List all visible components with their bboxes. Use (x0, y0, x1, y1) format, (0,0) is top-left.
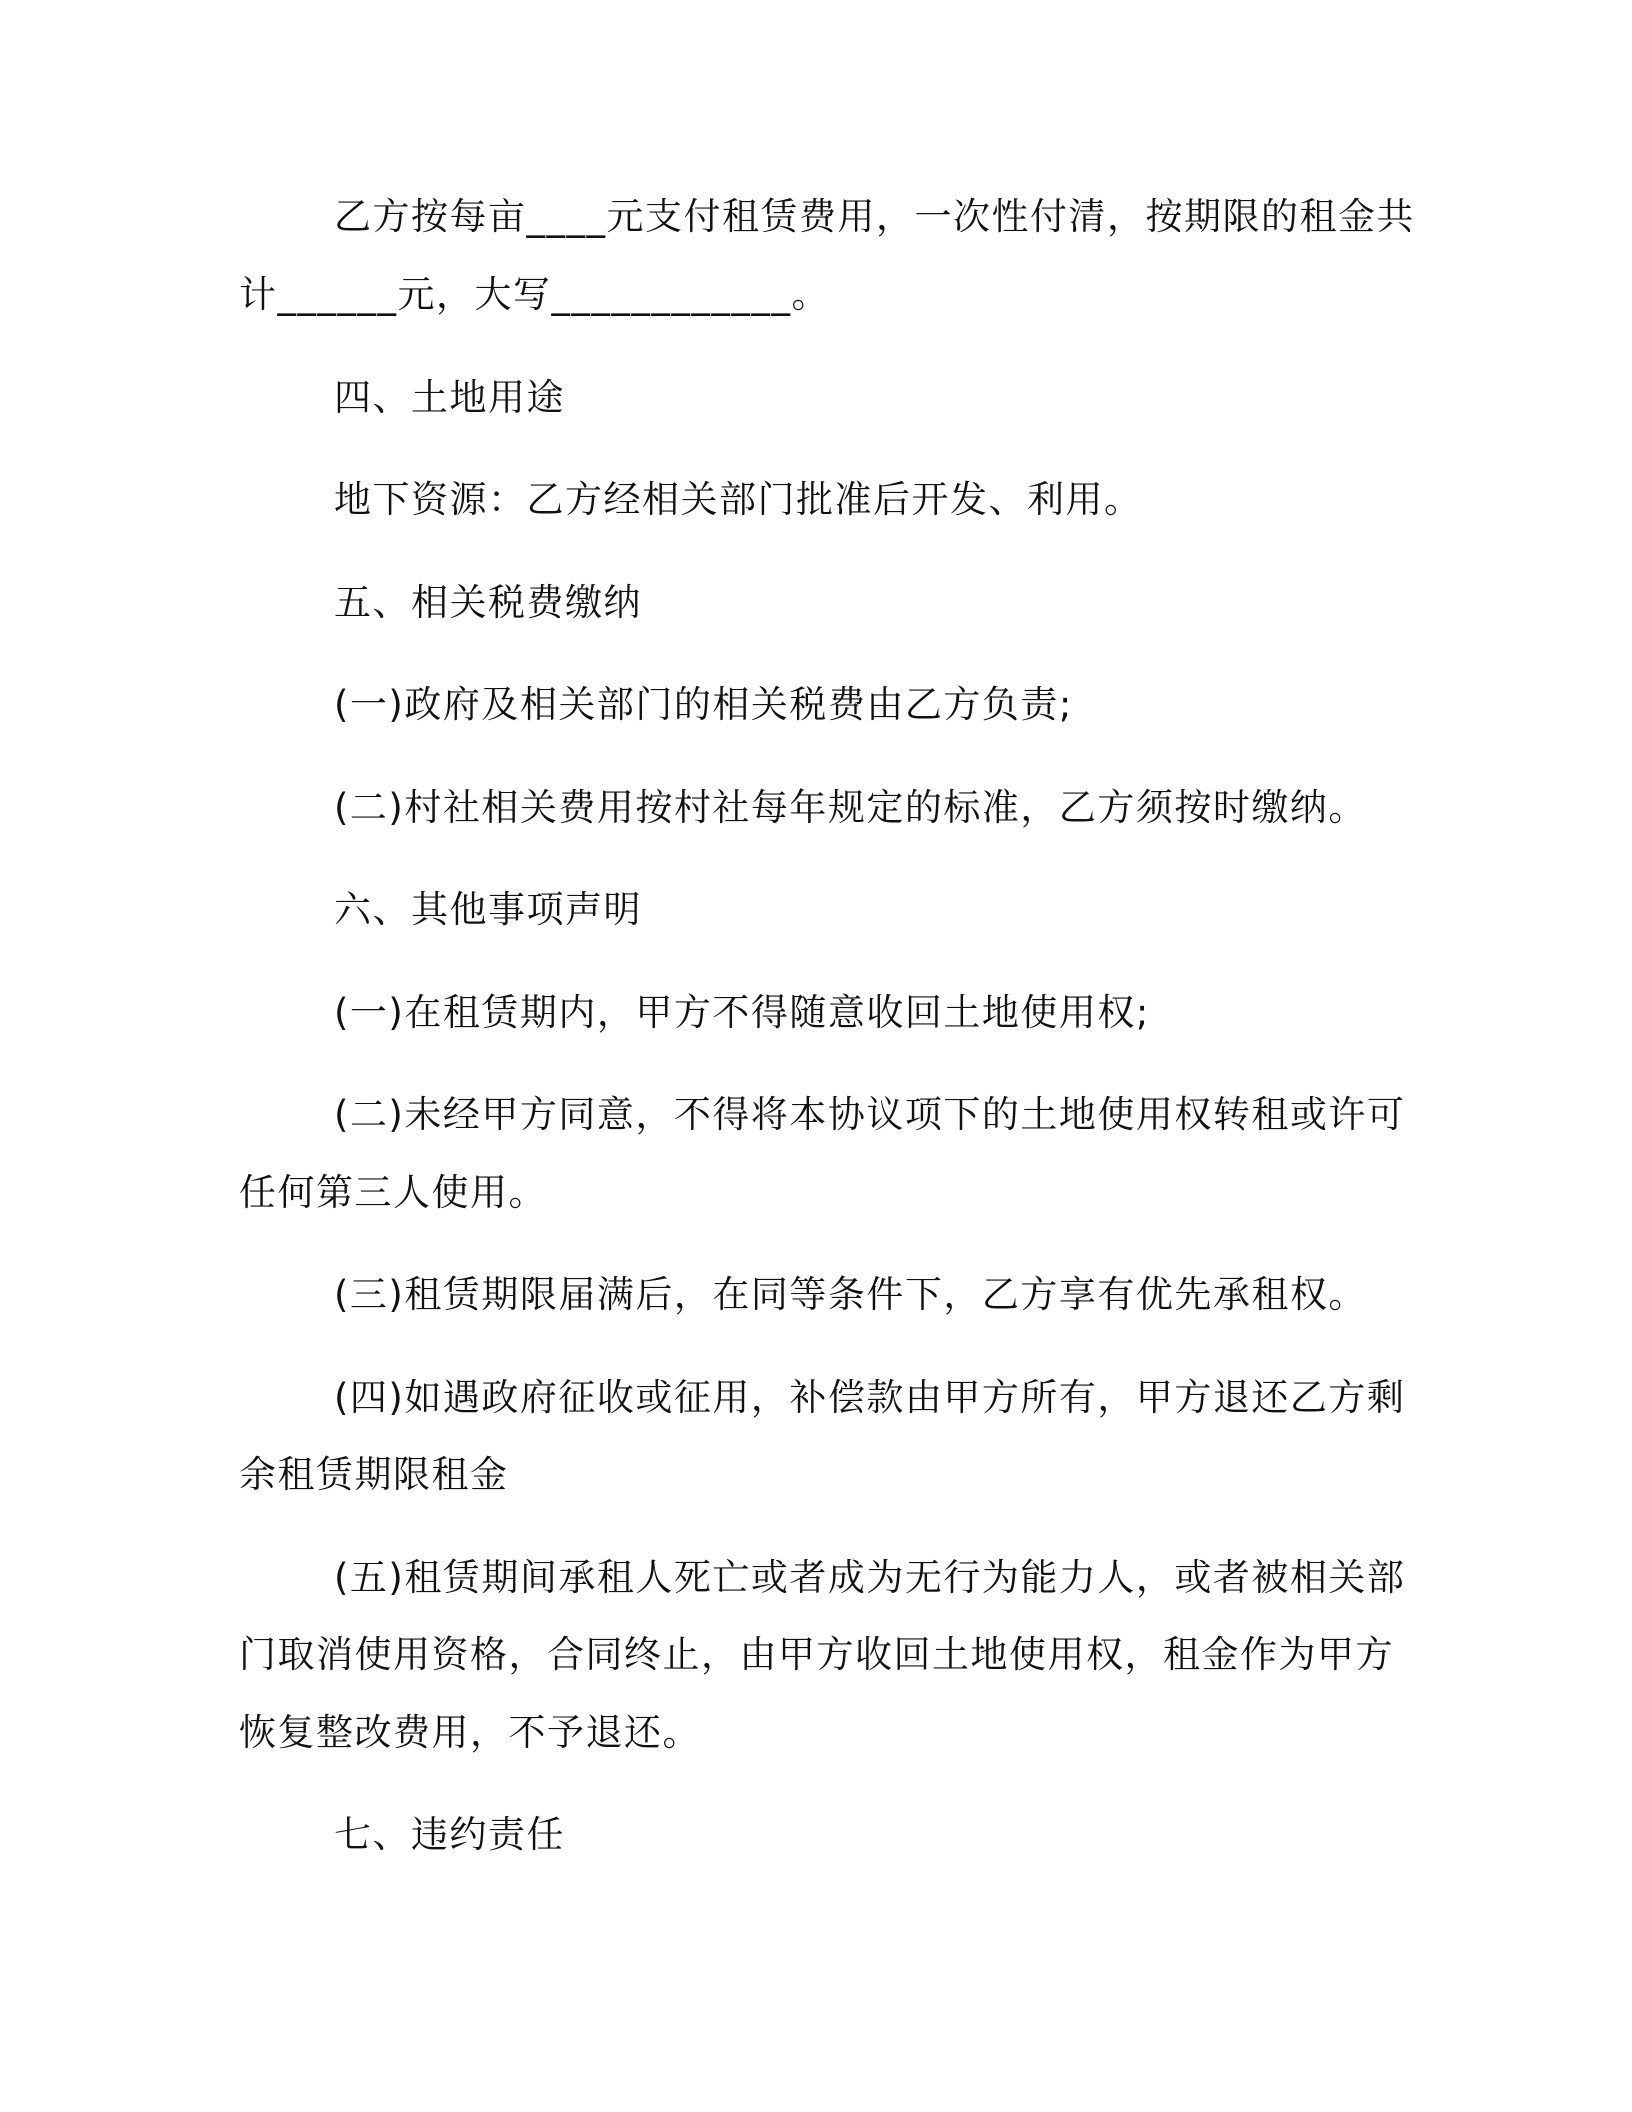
other-matters-item-5-line-1: (五)租赁期间承租人死亡或者成为无行为能力人，或者被相关部 (334, 1556, 1406, 1599)
section-heading-breach-liability: 七、违约责任 (334, 1813, 565, 1856)
taxes-item-2: (二)村社相关费用按村社每年规定的标准，乙方须按时缴纳。 (334, 786, 1367, 829)
section-heading-taxes: 五、相关税费缴纳 (334, 581, 642, 624)
land-use-underground-resources: 地下资源：乙方经相关部门批准后开发、利用。 (334, 478, 1143, 521)
other-matters-item-5-line-2: 门取消使用资格，合同终止，由甲方收回土地使用权，租金作为甲方 (239, 1633, 1394, 1676)
other-matters-item-4-line-2: 余租赁期限租金 (239, 1453, 509, 1496)
other-matters-item-4-line-1: (四)如遇政府征收或征用，补偿款由甲方所有，甲方退还乙方剩 (334, 1376, 1406, 1419)
rent-payment-line-2: 计______元，大写____________。 (239, 273, 830, 316)
other-matters-item-5-line-3: 恢复整改费用，不予退还。 (239, 1711, 701, 1754)
other-matters-item-2-line-2: 任何第三人使用。 (239, 1171, 547, 1214)
section-heading-land-use: 四、土地用途 (334, 376, 565, 419)
other-matters-item-3: (三)租赁期限届满后，在同等条件下，乙方享有优先承租权。 (334, 1273, 1367, 1316)
other-matters-item-2-line-1: (二)未经甲方同意，不得将本协议项下的土地使用权转租或许可 (334, 1093, 1406, 1136)
rent-payment-line-1: 乙方按每亩____元支付租赁费用，一次性付清，按期限的租金共 (334, 195, 1415, 238)
other-matters-item-1: (一)在租赁期内，甲方不得随意收回土地使用权; (334, 991, 1150, 1034)
taxes-item-1: (一)政府及相关部门的相关税费由乙方负责; (334, 683, 1073, 726)
section-heading-other-matters: 六、其他事项声明 (334, 888, 642, 931)
